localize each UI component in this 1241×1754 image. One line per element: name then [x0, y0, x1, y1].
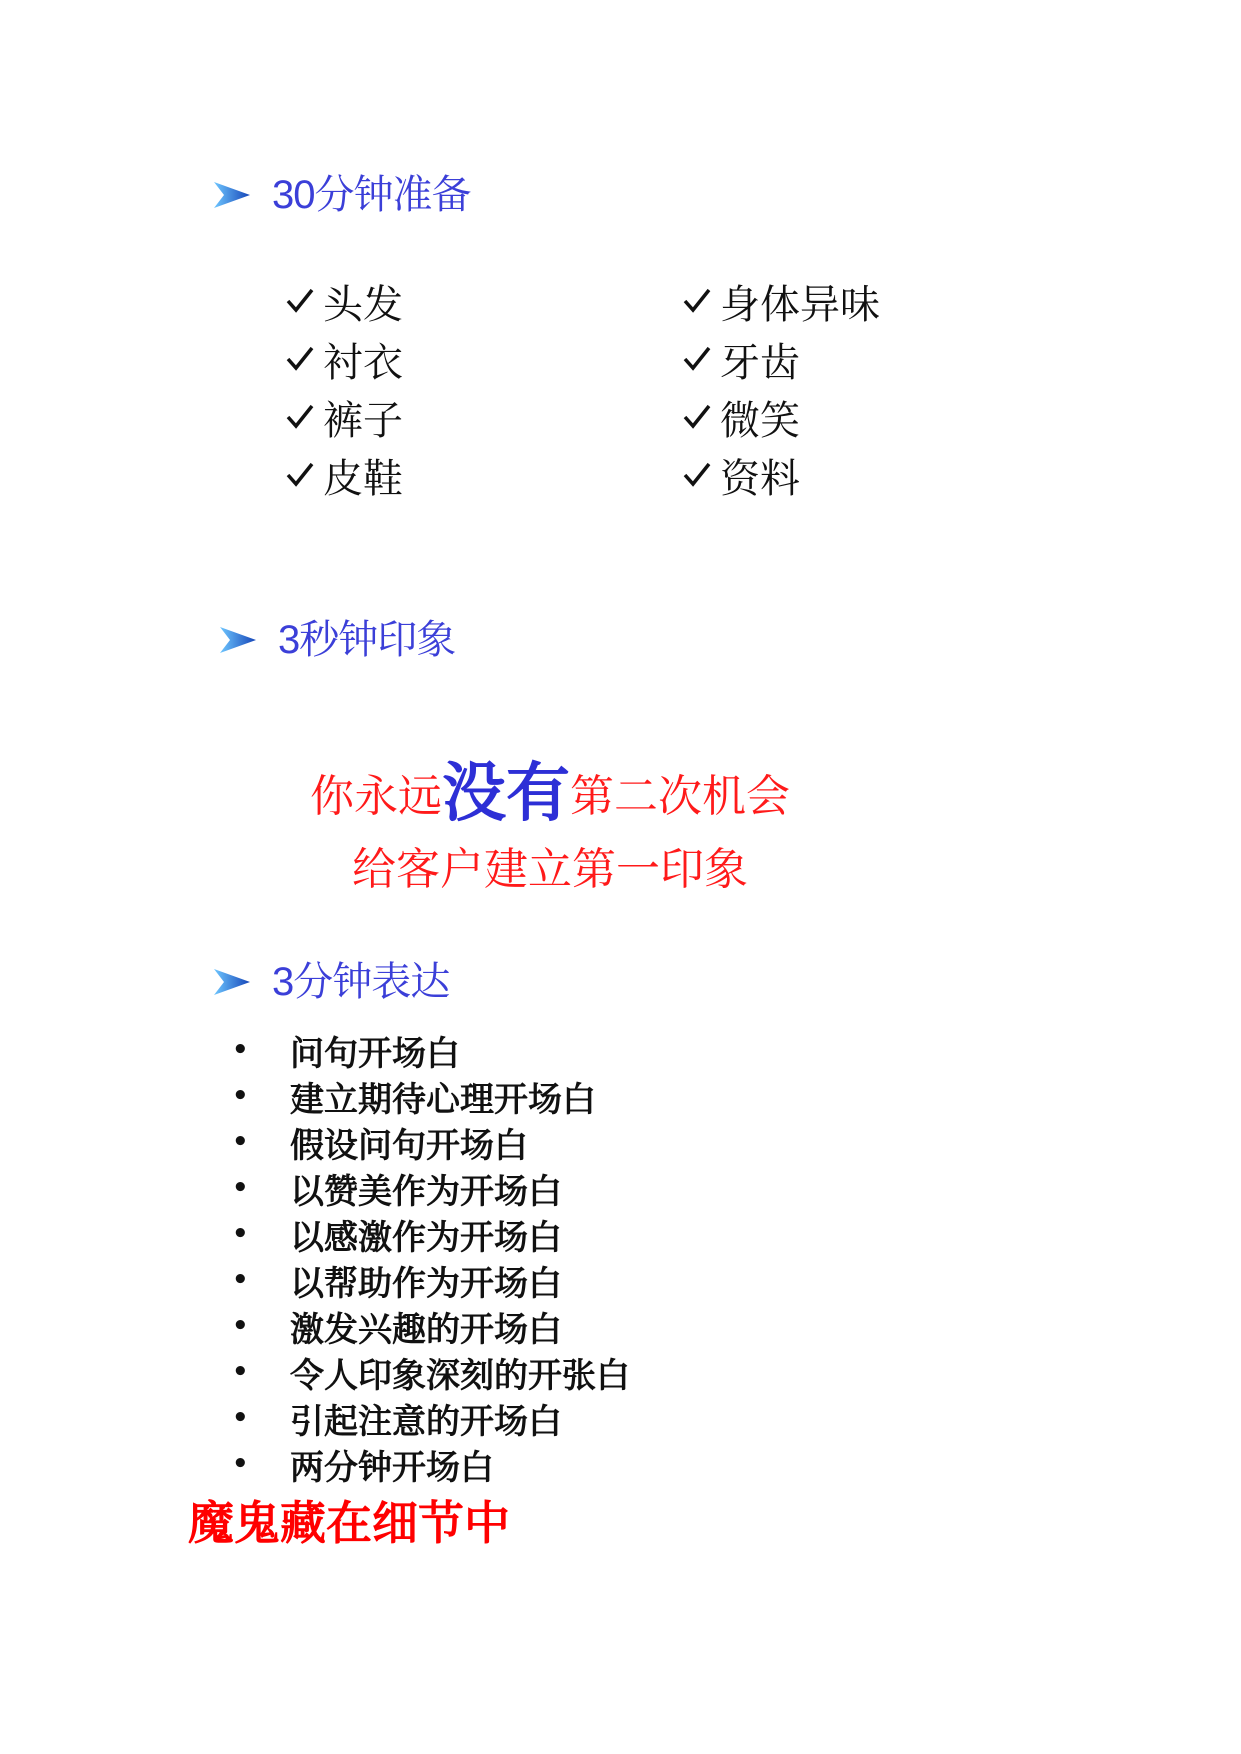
- list-item-label: 问句开场白: [290, 1033, 460, 1074]
- checkmark-icon: [285, 460, 315, 490]
- list-item-label: 以帮助作为开场白: [290, 1263, 562, 1304]
- bullet-icon: •: [232, 1357, 249, 1387]
- list-item-label: 建立期待心理开场白: [290, 1079, 596, 1120]
- checkmark-icon: [682, 402, 712, 432]
- slogan-prefix: 你永远: [310, 771, 442, 822]
- arrow-bullet-icon: [212, 967, 252, 997]
- list-item: [232, 1027, 630, 1073]
- list-item: [232, 1211, 630, 1257]
- list-item: [232, 1257, 630, 1303]
- check-item: [285, 272, 403, 330]
- list-item-label: 以感激作为开场白: [290, 1217, 562, 1258]
- bullet-icon: •: [232, 1219, 249, 1249]
- section-title: 3分钟表达: [272, 960, 450, 1004]
- checkmark-icon: [682, 344, 712, 374]
- section-title: 3秒钟印象: [278, 618, 456, 662]
- checklist-left: [285, 272, 403, 504]
- closing-statement: 魔鬼藏在细节中: [188, 1496, 510, 1550]
- check-item-label: 微笑: [720, 397, 800, 444]
- checkmark-icon: [285, 344, 315, 374]
- check-item-label: 资料: [720, 455, 800, 502]
- list-item: [232, 1073, 630, 1119]
- list-item-label: 令人印象深刻的开张白: [290, 1355, 630, 1396]
- list-item-label: 引起注意的开场白: [290, 1401, 562, 1442]
- opening-lines-list: [232, 1027, 630, 1487]
- checkmark-icon: [682, 460, 712, 490]
- list-item-label: 以赞美作为开场白: [290, 1171, 562, 1212]
- arrow-bullet-icon: [212, 180, 252, 210]
- check-item: [682, 446, 880, 504]
- bullet-icon: •: [232, 1173, 249, 1203]
- list-item: [232, 1395, 630, 1441]
- arrow-bullet-icon: [218, 625, 258, 655]
- bullet-icon: •: [232, 1035, 249, 1065]
- slogan-suffix: 第二次机会: [570, 771, 790, 822]
- check-item-label: 头发: [323, 281, 403, 328]
- check-item-label: 身体异味: [720, 281, 880, 328]
- section-heading-impression: [218, 620, 455, 660]
- bullet-icon: •: [232, 1127, 249, 1157]
- section-heading-express: [212, 962, 449, 1002]
- check-item-label: 裤子: [323, 397, 403, 444]
- checkmark-icon: [285, 402, 315, 432]
- check-item: [285, 330, 403, 388]
- check-item-label: 牙齿: [720, 339, 800, 386]
- list-item: [232, 1119, 630, 1165]
- check-item: [285, 388, 403, 446]
- bullet-icon: •: [232, 1403, 249, 1433]
- check-item: [285, 446, 403, 504]
- list-item: [232, 1441, 630, 1487]
- check-item: [682, 272, 880, 330]
- slogan-emphasis: 没有: [442, 757, 570, 831]
- bullet-icon: •: [232, 1449, 249, 1479]
- slogan-line-1: [0, 757, 1100, 831]
- slogan-line-2: 给客户建立第一印象: [352, 844, 748, 895]
- list-item: [232, 1165, 630, 1211]
- list-item-label: 两分钟开场白: [290, 1447, 494, 1488]
- checkmark-icon: [285, 286, 315, 316]
- section-title: 30分钟准备: [272, 173, 471, 217]
- check-item: [682, 388, 880, 446]
- bullet-icon: •: [232, 1081, 249, 1111]
- list-item-label: 假设问句开场白: [290, 1125, 528, 1166]
- list-item-label: 激发兴趣的开场白: [290, 1309, 562, 1350]
- check-item-label: 衬衣: [323, 339, 403, 386]
- list-item: [232, 1303, 630, 1349]
- section-heading-prep: [212, 175, 471, 215]
- check-item-label: 皮鞋: [323, 455, 403, 502]
- bullet-icon: •: [232, 1311, 249, 1341]
- check-item: [682, 330, 880, 388]
- checklist-right: [682, 272, 880, 504]
- list-item: [232, 1349, 630, 1395]
- checkmark-icon: [682, 286, 712, 316]
- bullet-icon: •: [232, 1265, 249, 1295]
